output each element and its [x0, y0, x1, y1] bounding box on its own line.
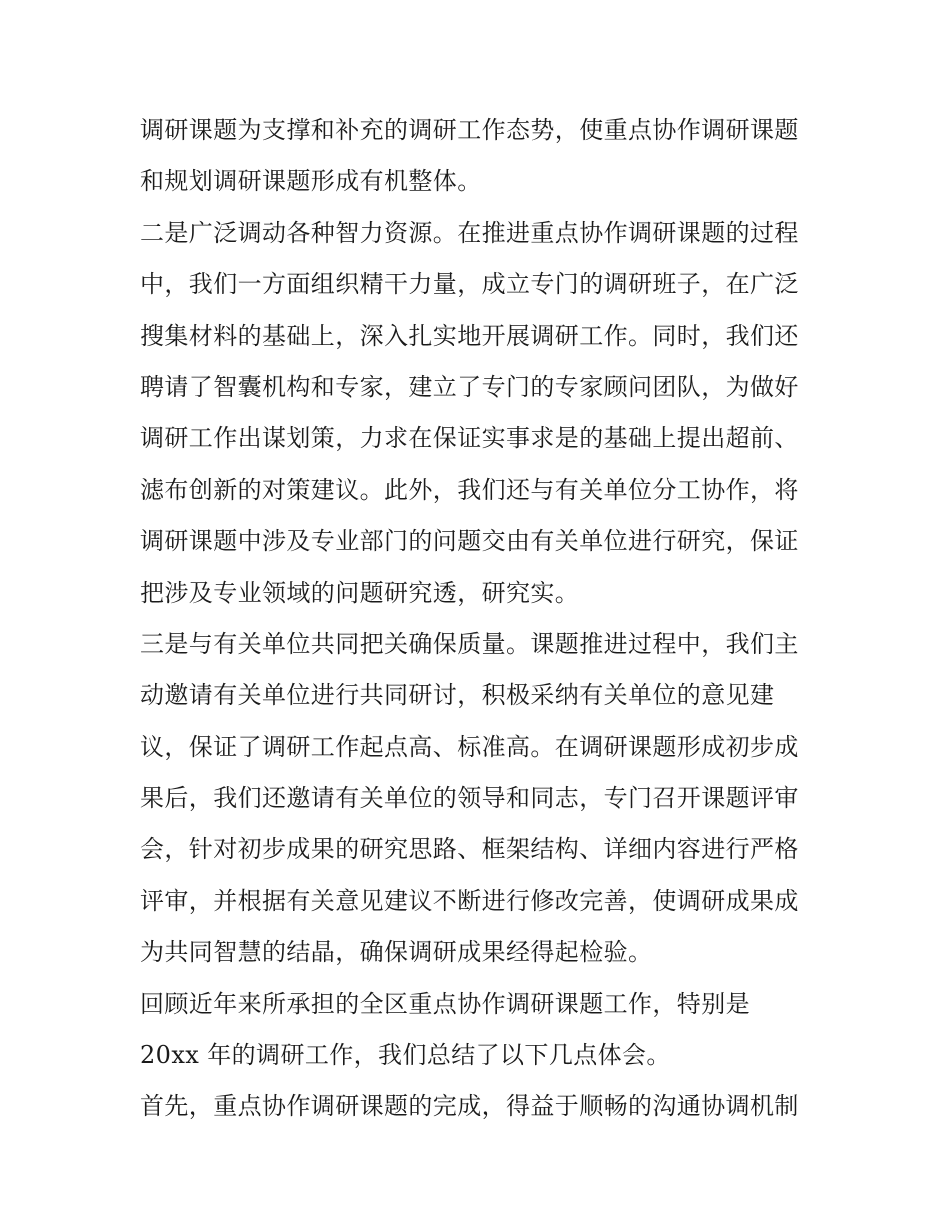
text-line: 评审，并根据有关意见建议不断进行修改完善，使调研成果成 — [140, 886, 799, 915]
text-line: 首先，重点协作调研课题的完成，得益于顺畅的沟通协调机制 — [140, 1092, 799, 1121]
text-line: 果后，我们还邀请有关单位的领导和同志，专门召开课题评审 — [140, 784, 799, 813]
text-line: 三是与有关单位共同把关确保质量。课题推进过程中，我们主 — [140, 629, 799, 658]
text-line: 把涉及专业领域的问题研究透，研究实。 — [140, 578, 580, 607]
text-line: 回顾近年来所承担的全区重点协作调研课题工作，特别是 — [140, 989, 750, 1018]
text-line: 动邀请有关单位进行共同研讨，积极采纳有关单位的意见建 — [140, 681, 775, 710]
text-line: 调研课题中涉及专业部门的问题交由有关单位进行研究，保证 — [140, 527, 799, 556]
text-line: 二是广泛调动各种智力资源。在推进重点协作调研课题的过程 — [140, 218, 799, 247]
text-line: 中，我们一方面组织精干力量，成立专门的调研班子，在广泛 — [140, 270, 799, 299]
text-line: 议，保证了调研工作起点高、标准高。在调研课题形成初步成 — [140, 732, 799, 761]
text-line: 搜集材料的基础上，深入扎实地开展调研工作。同时，我们还 — [140, 321, 799, 350]
text-line: 为共同智慧的结晶，确保调研成果经得起检验。 — [140, 938, 653, 967]
text-line: 聘请了智囊机构和专家，建立了专门的专家顾问团队，为做好 — [140, 372, 799, 401]
body-text — [140, 105, 820, 1133]
text-line: 调研课题为支撑和补充的调研工作态势，使重点协作调研课题 — [140, 116, 799, 144]
text-line: 滤布创新的对策建议。此外，我们还与有关单位分工协作，将 — [140, 475, 799, 504]
text-line: 调研工作出谋划策，力求在保证实事求是的基础上提出超前、 — [140, 424, 799, 453]
text-line: 会，针对初步成果的研究思路、框架结构、详细内容进行严格 — [140, 835, 799, 864]
text-line: 和规划调研课题形成有机整体。 — [140, 167, 482, 196]
text-line: 20xx 年的调研工作，我们总结了以下几点体会。 — [140, 1041, 671, 1070]
